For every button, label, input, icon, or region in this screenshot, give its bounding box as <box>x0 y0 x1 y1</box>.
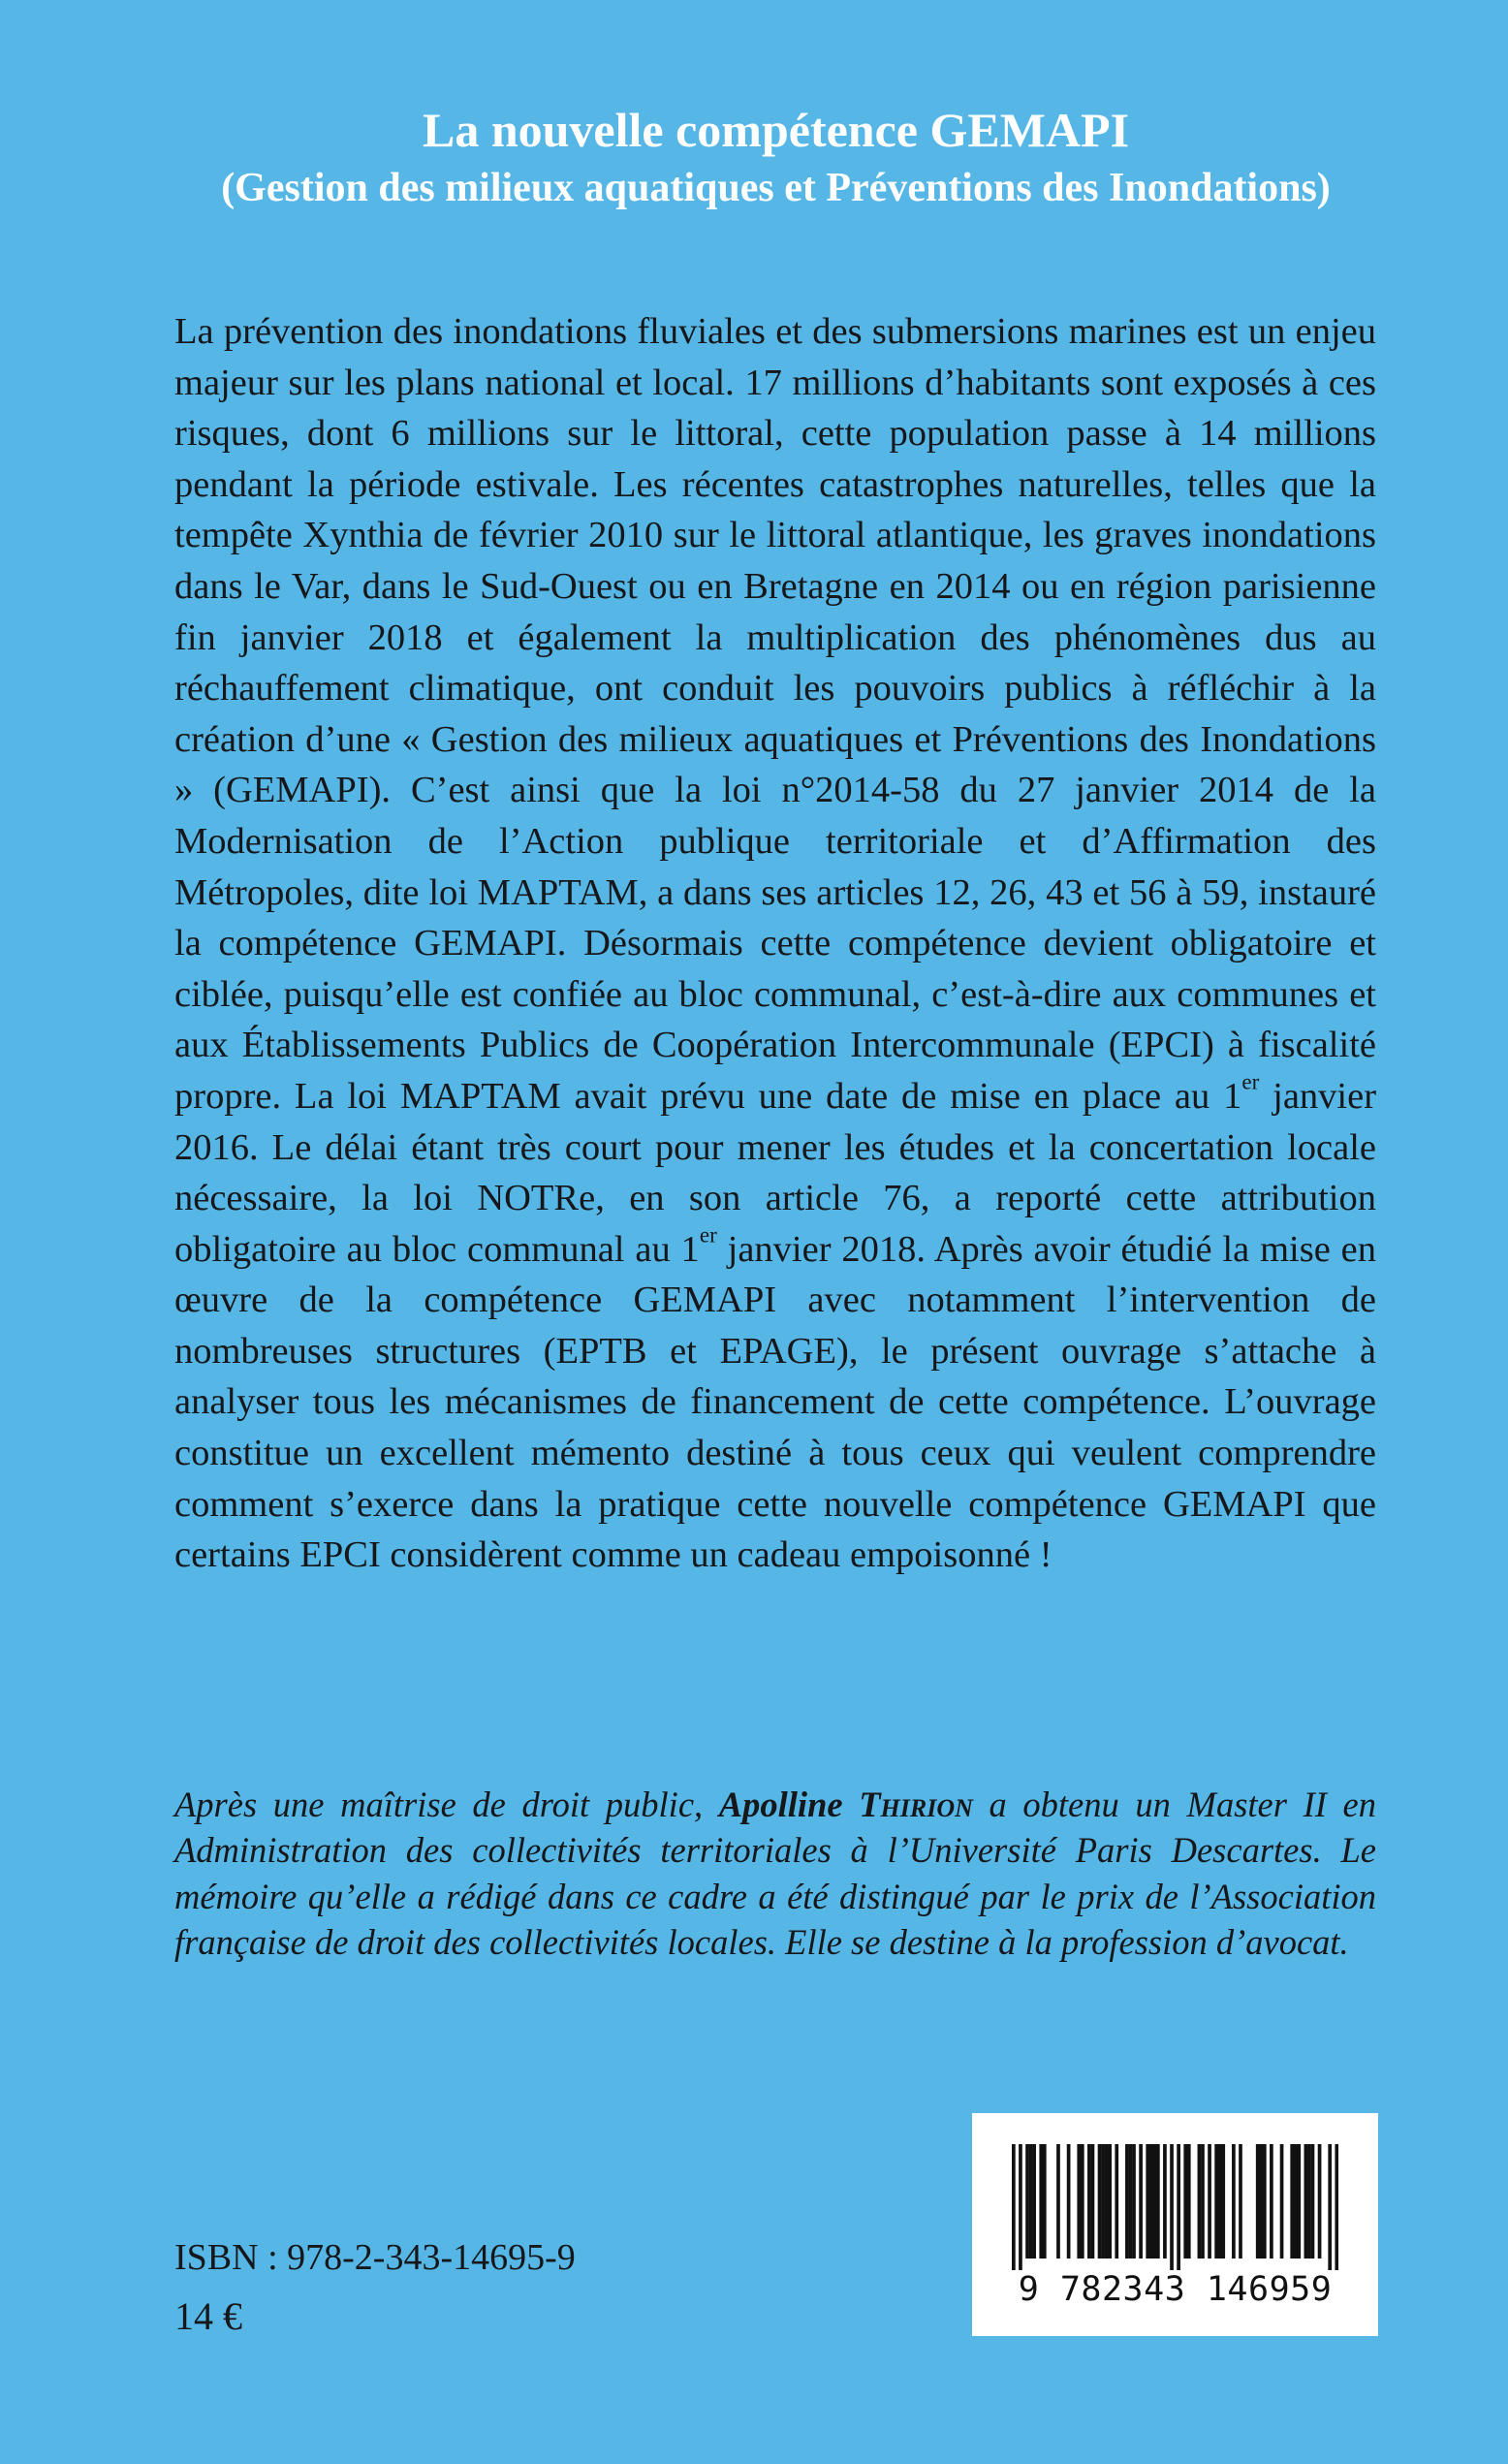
isbn-label: ISBN : 978-2-343-14695-9 <box>174 2237 576 2278</box>
barcode-bar <box>1218 2144 1222 2259</box>
description-part-1: La prévention des inondations fluviales et des submersions marines est un enjeu majeur sur les plans national et local. 17 millions d’habitants sont exposés à ces risques, dont 6 millions sur le littoral, cette population passe à 14 millions pendant la période estivale. Les récentes catastrophes naturelles, telles que la tempête Xynthia de février 2010 sur le littoral atlantique, les graves inondations dans le Var, dans le Sud-Ouest ou en Bretagne en 2014 ou en région parisienne fin janvier 2018 et également la multiplication des phénomènes dus au réchauffement climatique, ont conduit les pouvoirs publics à réfléchir à la création d’une « Gestion des milieux aquatiques et Préventions des Inondations » (GEMAPI). C’est ainsi que la loi n°2014-58 du 27 janvier 2014 de la Modernisation de l’Action publique territoriale et d’Affirmation des Métropoles, dite loi MAPTAM, a dans ses articles 12, 26, 43 et 56 à 59, instauré la compétence GEMAPI. Désormais cette compétence devient obligatoire et ciblée, puisqu’elle est confiée au bloc communal, c’est-à-dire aux communes et aux Établissements Publics de Coopération Intercommunale (EPCI) à fiscalité propre. La loi MAPTAM avait prévu une date de mise en place au 1 <box>174 311 1376 1117</box>
barcode-bar <box>1183 2144 1187 2259</box>
barcode-bar <box>1221 2144 1225 2259</box>
barcode-bar <box>1239 2144 1242 2259</box>
barcode-bar <box>1115 2144 1118 2259</box>
barcode-bar <box>1201 2144 1205 2259</box>
barcode-bar <box>1256 2144 1260 2259</box>
barcode-bar <box>1156 2144 1160 2259</box>
barcode-bar <box>1091 2144 1095 2259</box>
ordinal-superscript-2: er <box>699 1221 717 1248</box>
barcode-bar <box>1146 2144 1149 2259</box>
barcode-bar <box>1163 2144 1167 2259</box>
barcode-bar <box>1318 2144 1322 2259</box>
barcode-bar <box>1081 2144 1084 2259</box>
barcode-bar <box>1187 2144 1191 2259</box>
barcode-bar <box>1098 2144 1102 2259</box>
barcode-bar <box>1067 2144 1071 2259</box>
barcode-bar <box>1025 2144 1029 2259</box>
barcode-bar <box>1294 2144 1298 2259</box>
barcode-bar <box>1019 2144 1022 2270</box>
barcode-bar <box>1077 2144 1081 2259</box>
author-name <box>719 1785 973 1824</box>
ordinal-superscript-1: er <box>1241 1068 1260 1094</box>
barcode-bar <box>1056 2144 1060 2259</box>
barcode-bar <box>1214 2144 1218 2259</box>
barcode-bar <box>1101 2144 1105 2259</box>
barcode <box>972 2113 1378 2336</box>
author-bio-rest: a obtenu un Master II en Administration des collectivités territoriales à l’Université Paris Descartes. Le mémoire qu’elle a rédigé dans ce cadre a été distingué par le prix de l’Association française de droit des collectivités locales. Elle se destine à la profession d’avocat. <box>174 1785 1376 1963</box>
author-last-name: Thirion <box>859 1785 973 1824</box>
price-label: 14 € <box>174 2294 242 2338</box>
barcode-bar <box>1105 2144 1109 2259</box>
barcode-bar <box>1208 2144 1211 2259</box>
barcode-bar <box>1043 2144 1047 2259</box>
barcode-bar <box>1132 2144 1136 2259</box>
barcode-bar <box>1335 2144 1338 2270</box>
barcode-bar <box>1297 2144 1301 2259</box>
barcode-bar <box>1139 2144 1143 2259</box>
barcode-bar <box>1232 2144 1236 2259</box>
author-biography <box>174 1782 1376 1966</box>
barcode-bar <box>1280 2144 1284 2259</box>
barcode-bar <box>1290 2144 1294 2259</box>
barcode-bar <box>1012 2144 1016 2270</box>
description-part-2: janvier 2016. Le délai étant très court pour mener les études et la concertation locale nécessaire, la loi NOTRe, en son article 76, a reporté cette attribution obligatoire au bloc communal au 1 <box>174 1075 1377 1270</box>
description-part-3: janvier 2018. Après avoir étudié la mise en œuvre de la compétence GEMAPI avec notamment l’intervention de nombreuses structures (EPTB et EPAGE), le présent ouvrage s’attache à analyser tous les mécanismes de financement de cette compétence. L’ouvrage constitue un excellent mémento destiné à tous ceux qui veulent comprendre comment s’exerce dans la pratique cette nouvelle compétence GEMAPI que certains EPCI considèrent comme un cadeau empoisonné ! <box>174 1228 1376 1576</box>
barcode-bar <box>1087 2144 1091 2259</box>
barcode-bar <box>1259 2144 1263 2259</box>
barcode-bar <box>1152 2144 1156 2259</box>
barcode-bar <box>1170 2144 1174 2270</box>
barcode-bar <box>1177 2144 1180 2270</box>
barcode-digits: 9 782343 146959 <box>1018 2270 1333 2309</box>
barcode-bar <box>1311 2144 1315 2259</box>
barcode-bar <box>1328 2144 1332 2270</box>
barcode-bar <box>1307 2144 1311 2259</box>
barcode-bar <box>1270 2144 1273 2259</box>
book-subtitle: (Gestion des milieux aquatiques et Préventions des Inondations) <box>221 166 1331 210</box>
author-first-name: Apolline <box>718 1785 860 1824</box>
barcode-bar <box>1029 2144 1033 2259</box>
barcode-bar <box>1039 2144 1043 2259</box>
barcode-bars-icon <box>1012 2144 1338 2270</box>
book-description <box>174 306 1376 1581</box>
barcode-bar <box>1263 2144 1267 2259</box>
author-bio-intro: Après une maîtrise de droit public, <box>174 1785 719 1824</box>
barcode-bar <box>1125 2144 1129 2259</box>
barcode-bar <box>1198 2144 1202 2259</box>
book-title: La nouvelle compétence GEMAPI <box>422 103 1130 157</box>
barcode-bar <box>1108 2144 1112 2259</box>
barcode-bar <box>1032 2144 1036 2259</box>
barcode-bar <box>1129 2144 1133 2259</box>
barcode-bar <box>1304 2144 1308 2259</box>
barcode-bar <box>1149 2144 1153 2259</box>
